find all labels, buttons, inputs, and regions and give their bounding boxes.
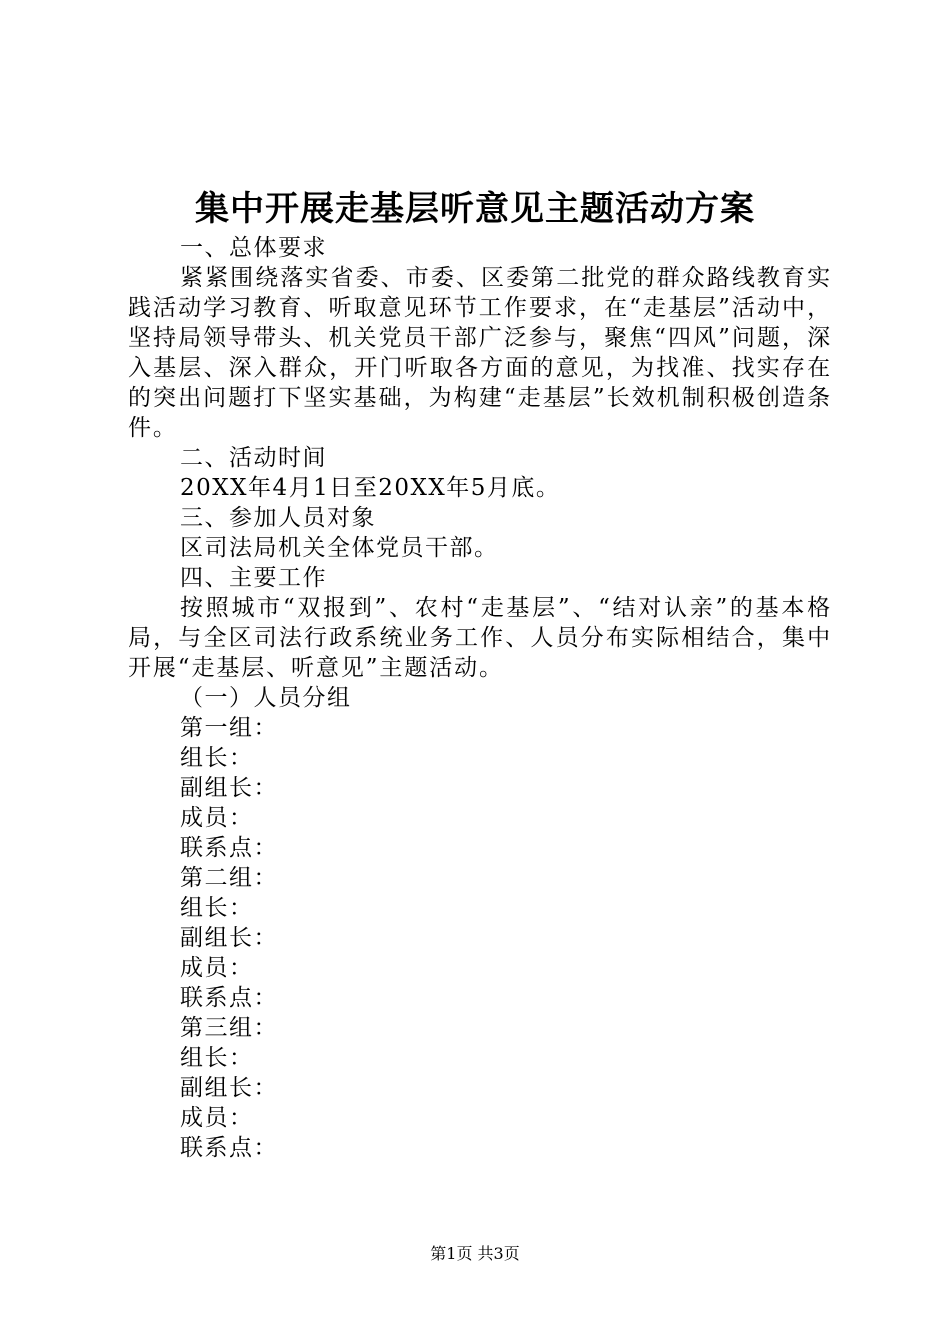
group-members-label: 成员： [180, 955, 254, 981]
section-heading: 二、活动时间 [180, 445, 327, 471]
group-leader-label: 组长： [180, 895, 254, 921]
group-contact-label: 联系点： [180, 835, 278, 861]
subsection-heading: （一）人员分组 [180, 685, 352, 711]
group-deputy-label: 副组长： [180, 1075, 278, 1101]
paragraph: 区司法局机关全体党员干部。 [180, 535, 499, 561]
document-body [128, 233, 832, 1163]
document-title: 集中开展走基层听意见主题活动方案 [195, 189, 755, 229]
group-name: 第三组： [180, 1015, 278, 1041]
section-heading: 三、参加人员对象 [180, 505, 376, 531]
paragraph: 20XX年4月1日至20XX年5月底。 [180, 475, 561, 501]
section-heading: 四、主要工作 [180, 565, 327, 591]
group-deputy-label: 副组长： [180, 925, 278, 951]
paragraph: 紧紧围绕落实省委、市委、区委第二批党的群众路线教育实践活动学习教育、听取意见环节工作要求，在“走基层”活动中，坚持局领导带头、机关党员干部广泛参与，聚焦“四风”问题，深入基层、深入群众，开门听取各方面的意见，为找准、找实存在的突出问题打下坚实基础，为构建“走基层”长效机制积极创造条件。 [128, 265, 832, 441]
group-block [128, 713, 832, 863]
group-members-label: 成员： [180, 805, 254, 831]
group-name: 第一组： [180, 715, 278, 741]
group-block [128, 1013, 832, 1163]
group-contact-label: 联系点： [180, 985, 278, 1011]
group-leader-label: 组长： [180, 745, 254, 771]
group-block [128, 863, 832, 1013]
group-deputy-label: 副组长： [180, 775, 278, 801]
paragraph: 按照城市“双报到”、农村“走基层”、“结对认亲”的基本格局，与全区司法行政系统业务工作、人员分布实际相结合，集中开展“走基层、听意见”主题活动。 [128, 595, 832, 681]
section-heading: 一、总体要求 [180, 235, 327, 261]
group-contact-label: 联系点： [180, 1135, 278, 1161]
group-leader-label: 组长： [180, 1045, 254, 1071]
page-footer: 第1页 共3页 [430, 1244, 520, 1263]
group-name: 第二组： [180, 865, 278, 891]
group-members-label: 成员： [180, 1105, 254, 1131]
